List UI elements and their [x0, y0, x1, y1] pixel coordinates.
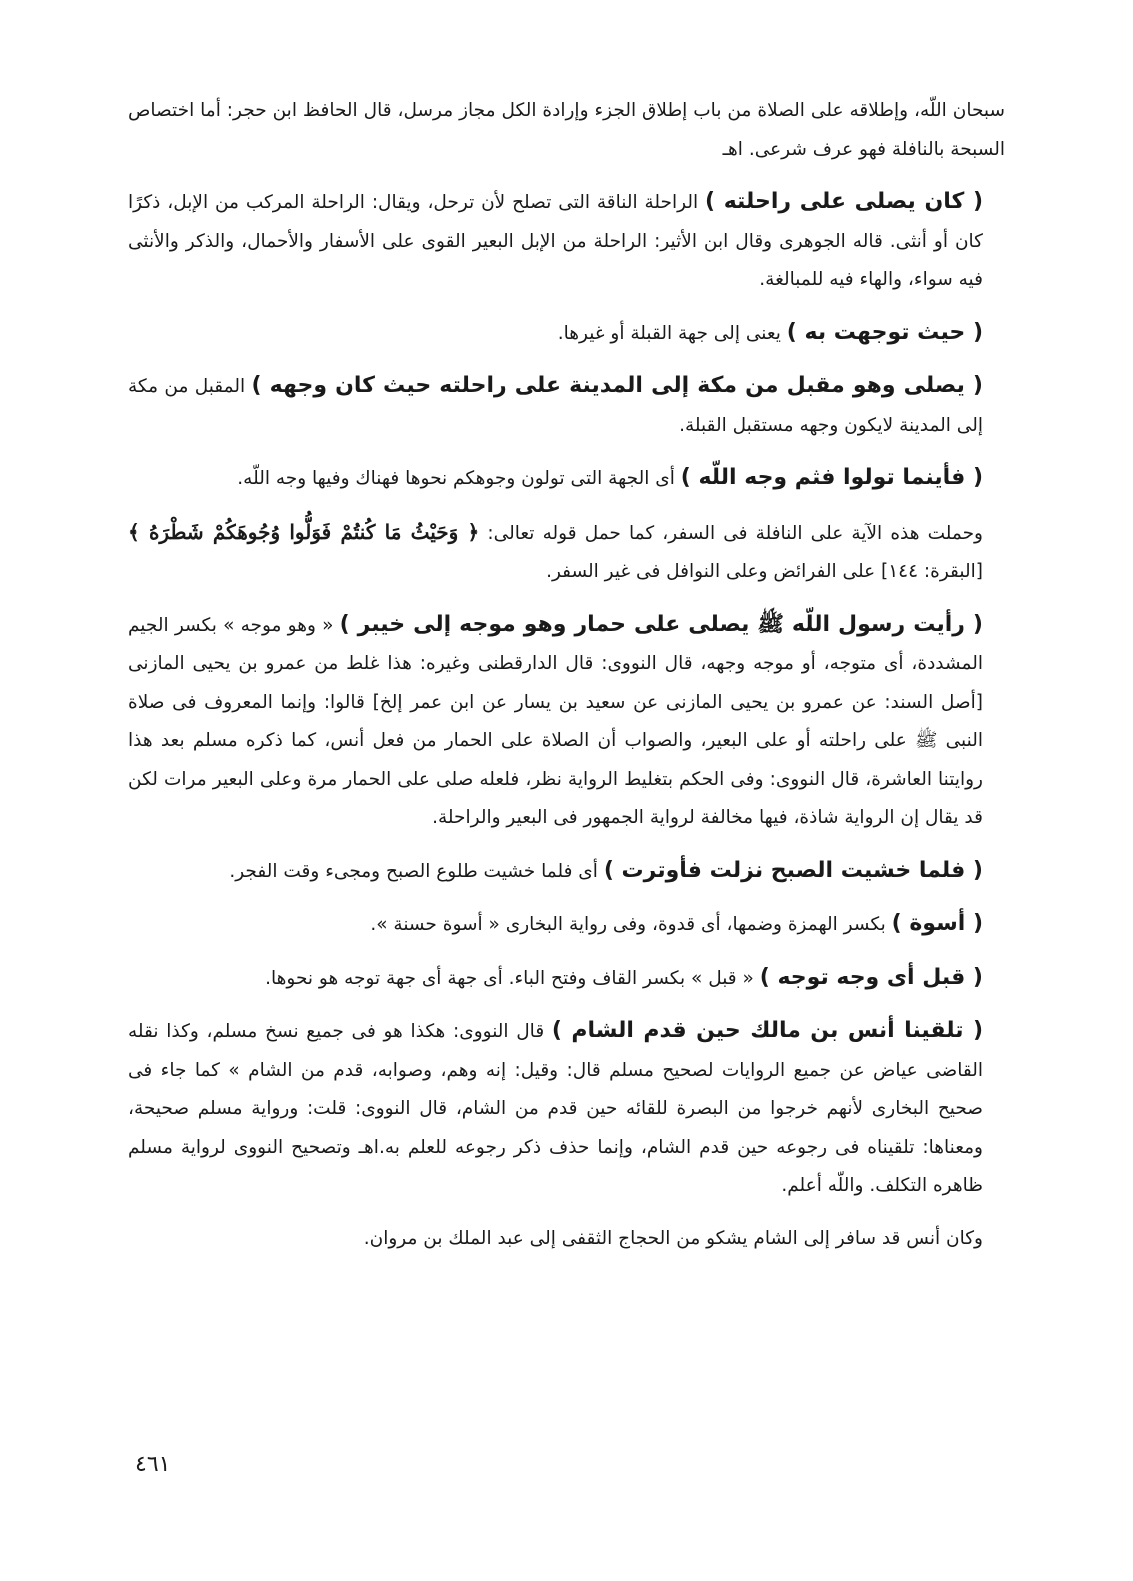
paragraph-heading: ( قبل أى وجه توجه ): [759, 964, 983, 990]
paragraph-text: المقبل من مكة إلى المدينة لايكون وجهه مستقبل القبلة.: [128, 376, 983, 436]
paragraph-heading: ( تلقينا أنس بن مالك حين قدم الشام ): [551, 1018, 984, 1043]
paragraph-text: أى فلما خشيت طلوع الصبح ومجىء وقت الفجر.: [229, 860, 604, 882]
paragraph: [128, 959, 1005, 999]
paragraph-text: [البقرة: ١٤٤] على الفرائض وعلى النوافل فى غير السفر.: [546, 561, 983, 582]
paragraph-heading: ( فلما خشيت الصبح نزلت فأوترت ): [603, 857, 983, 883]
paragraph-text: « وهو موجه » بكسر الجيم المشددة، أى متوجه، أو موجه وجهه، قال النووى: قال الدارقطنى وغيره: هذا غلط من عمرو بن يحيى المازنى [أصل السند: عن عمرو بن يحيى المازنى عن سعيد بن يسار عن ابن عمر إلخ] قالوا: وإنما المعروف فى صلاة النبى ﷺ على راحلته أو على البعير، والصواب أن الصلاة على الحمار من فعل أنس، كما ذكره مسلم بعد هذا روايتنا العاشرة، قال النووى: وفى الحكم بتغليط الرواية نظر، فلعله صلى على الحمار مرة وعلى البعير مرات لكن قد يقال إن الرواية شاذة، فيها مخالفة لرواية الجمهور فى البعير والراحلة.: [128, 614, 983, 828]
paragraph: [128, 367, 1005, 445]
paragraph-text: سبحان اللّه، وإطلاقه على الصلاة من باب إطلاق الجزء وإرادة الكل مجاز مرسل، قال الحافظ ابن حجر: أما اختصاص السبحة بالنافلة فهو عرف شرعى. اهـ: [128, 100, 1005, 160]
paragraph: [128, 852, 1005, 892]
paragraph-text: أى الجهة التى تولون وجوهكم نحوها فهناك وفيها وجه اللّه.: [237, 468, 681, 489]
paragraph-text: « قبل » بكسر القاف وفتح الباء. أى جهة أى جهة توجه هو نحوها.: [265, 967, 760, 989]
paragraph-text: يعنى إلى جهة القبلة أو غيرها.: [557, 322, 787, 344]
paragraph-heading: ( فأينما تولوا فثم وجه اللّه ): [680, 465, 983, 490]
paragraph-text: قال النووى: هكذا هو فى جميع نسخ مسلم، وكذا نقله القاضى عياض عن جميع الروايات لصحيح مسلم قال: وقيل: إنه وهم، وصوابه، قدم من الشام » كما جاء فى صحيح البخارى لأنهم خرجوا من البصرة للقائه حين قدم من الشام، قال النووى: قلت: ورواية مسلم صحيحة، ومعناها: تلقيناه فى رجوعه حين قدم الشام، وإنما حذف ذكر رجوعه للعلم به.اهـ وتصحيح النووى لرواية مسلم ظاهره التكلف. واللّه أعلم.: [128, 1021, 983, 1196]
paragraph-heading: ( حيث توجهت به ): [786, 319, 983, 345]
paragraph-heading: ( يصلى وهو مقبل من مكة إلى المدينة على راحلته حيث كان وجهه ): [251, 373, 983, 398]
paragraph: [128, 459, 1005, 499]
paragraph: [128, 606, 1005, 838]
paragraph: [128, 905, 1005, 945]
paragraph: [128, 513, 1005, 592]
paragraph-text: بكسر الهمزة وضمها، أى قدوة، وفى رواية البخارى « أسوة حسنة ».: [370, 914, 892, 935]
paragraph: [128, 1012, 1005, 1206]
paragraph-heading: ( رأيت رسول اللّه ﷺ يصلى على حمار وهو موجه إلى خيبر ): [339, 611, 983, 637]
paragraph-text: وحملت هذه الآية على النافلة فى السفر، كما حمل قوله تعالى:: [479, 522, 983, 544]
paragraph-heading: ( كان يصلى على راحلته ): [705, 189, 984, 214]
paragraph-heading: ( أسوة ): [891, 911, 983, 936]
quran-verse: ﴿ وَحَيْثُ مَا كُنتُمْ فَوَلُّوا وُجُوهَكُمْ شَطْرَهُ ﴾: [128, 519, 480, 544]
text-column: [128, 92, 1005, 1272]
paragraph: [128, 1220, 1005, 1259]
paragraph: [128, 314, 1005, 354]
paragraph-text: وكان أنس قد سافر إلى الشام يشكو من الحجاج الثقفى إلى عبد الملك بن مروان.: [363, 1227, 983, 1249]
page-number: ٤٦١: [135, 1452, 171, 1477]
paragraph-text: الراحلة الناقة التى تصلح لأن ترحل، ويقال: الراحلة المركب من الإبل، ذكرًا كان أو أنثى. قاله الجوهرى وقال ابن الأثير: الراحلة من الإبل البعير القوى على الأسفار والأحمال، والذكر والأنثى فيه سواء، والهاء فيه للمبالغة.: [128, 192, 983, 290]
paragraph: [128, 183, 1005, 300]
paragraph: [128, 92, 1005, 169]
